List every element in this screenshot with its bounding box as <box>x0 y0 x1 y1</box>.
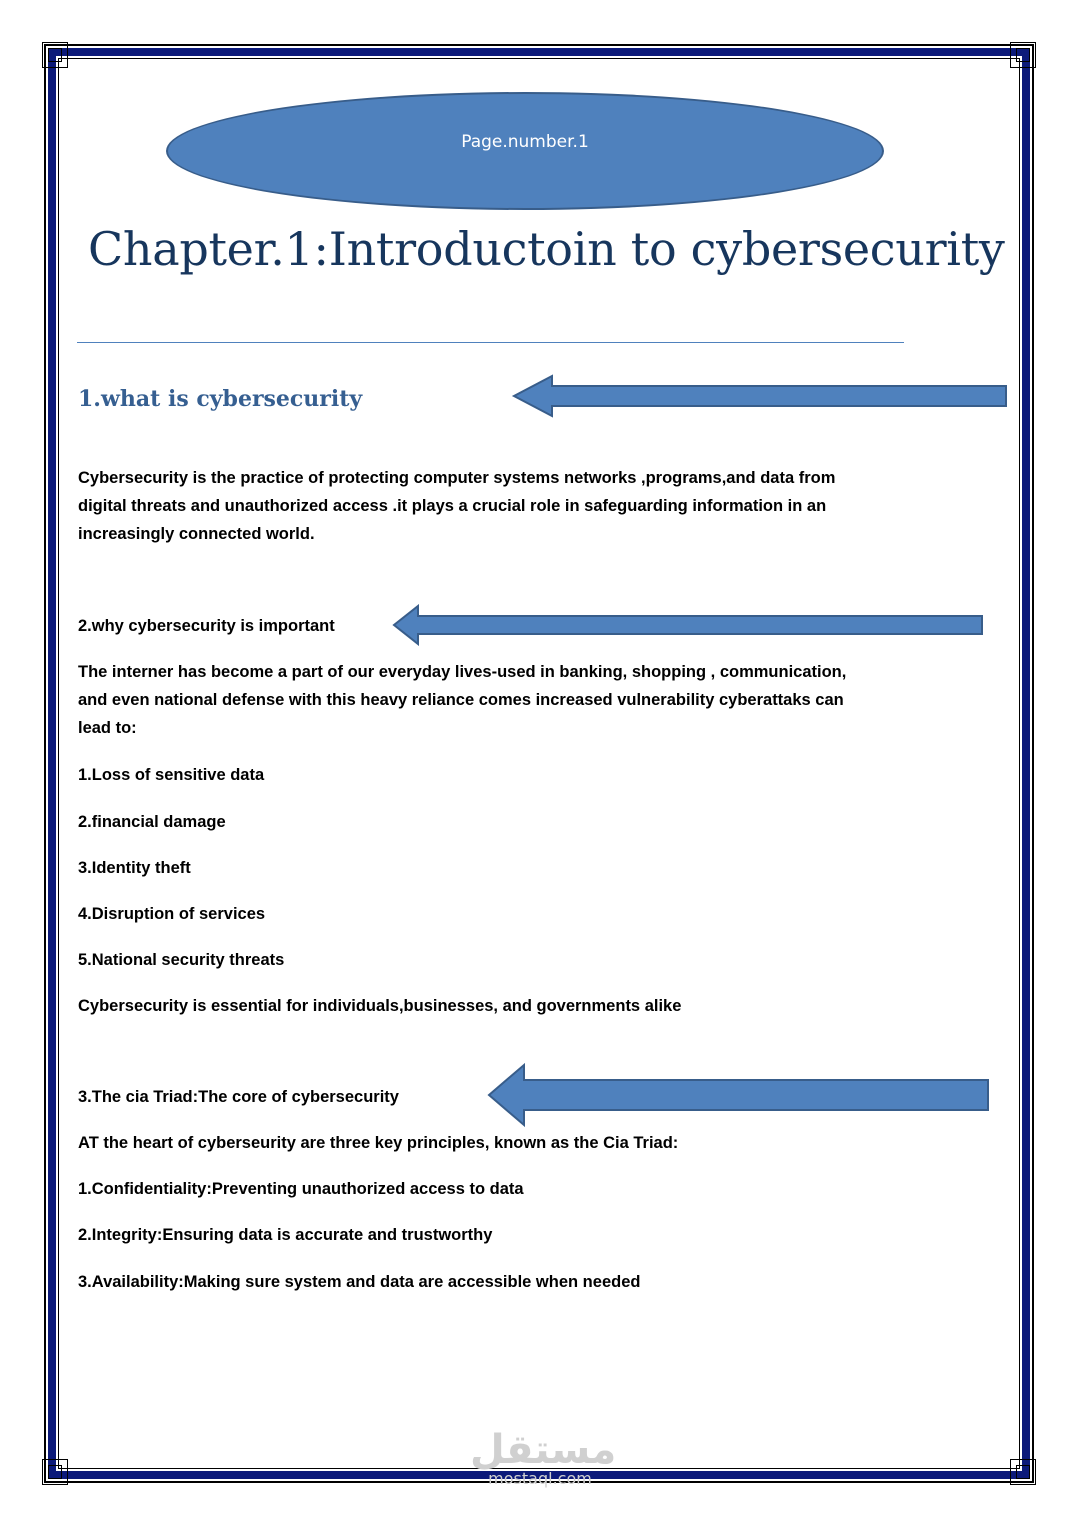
section3-list-item: 1.Confidentiality:Preventing unauthorized access to data <box>78 1180 524 1198</box>
section2-heading: 2.why cybersecurity is important <box>78 617 335 635</box>
section3-list-item: 3.Availability:Making sure system and data are accessible when needed <box>78 1273 641 1291</box>
section2-list-item: 3.Identity theft <box>78 859 191 877</box>
section2-list-item: 2.financial damage <box>78 813 226 831</box>
chapter-title: Chapter.1:Introductoin to cybersecurity <box>88 222 1005 276</box>
section3-list-item: 2.Integrity:Ensuring data is accurate and trustworthy <box>78 1226 493 1244</box>
left-arrow-1 <box>510 374 1008 420</box>
section2-paragraph-line-2: and even national defense with this heavy reliance comes increased vulnerability cyberattaks can <box>78 691 844 709</box>
page-number-label: Page.number.1 <box>461 132 589 152</box>
left-arrow-3 <box>484 1062 992 1128</box>
corner-ornament-top-left <box>42 42 68 68</box>
section1-paragraph-line-2: digital threats and unauthorized access .it plays a crucial role in safeguarding information in an <box>78 497 827 515</box>
section3-heading: 3.The cia Triad:The core of cybersecurity <box>78 1088 399 1106</box>
section2-paragraph-line-3: lead to: <box>78 719 137 737</box>
watermark-latin: mostaql.com <box>488 1469 592 1488</box>
section1-heading: 1.what is cybersecurity <box>78 386 363 412</box>
left-arrow-2 <box>390 604 986 646</box>
watermark-logo <box>470 1427 617 1488</box>
corner-ornament-bottom-right <box>1010 1459 1036 1485</box>
section2-list-item: 5.National security threats <box>78 951 285 969</box>
title-divider <box>77 342 904 343</box>
section2-paragraph-line-1: The interner has become a part of our everyday lives-used in banking, shopping , communication, <box>78 663 847 681</box>
watermark-arabic: مستقل <box>470 1427 617 1473</box>
section3-intro: AT the heart of cyberseurity are three key principles, known as the Cia Triad: <box>78 1134 679 1152</box>
corner-ornament-bottom-left <box>42 1459 68 1485</box>
section1-paragraph-line-3: increasingly connected world. <box>78 525 315 543</box>
corner-ornament-top-right <box>1010 42 1036 68</box>
section2-closing: Cybersecurity is essential for individuals,businesses, and governments alike <box>78 997 682 1015</box>
page-number-oval <box>166 92 884 210</box>
section2-list-item: 4.Disruption of services <box>78 905 266 923</box>
section2-list-item: 1.Loss of sensitive data <box>78 766 265 784</box>
section1-paragraph-line-1: Cybersecurity is the practice of protecting computer systems networks ,programs,and data from <box>78 469 836 487</box>
